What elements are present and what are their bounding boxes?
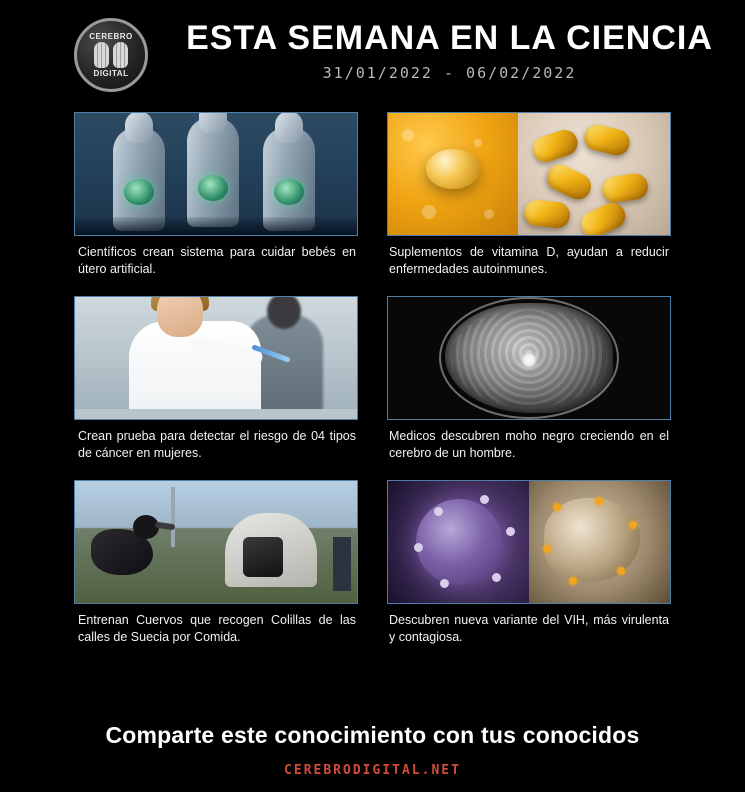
- page-title: ESTA SEMANA EN LA CIENCIA: [186, 19, 713, 57]
- news-item: [74, 112, 358, 296]
- hiv-virus-micrograph-image: [387, 480, 671, 604]
- header-text-block: [170, 18, 729, 82]
- news-caption: Descubren nueva variante del VIH, más virulenta y contagiosa.: [389, 613, 669, 644]
- news-item: [74, 296, 358, 480]
- vitamin-d-capsules-image: [387, 112, 671, 236]
- news-caption: Científicos crean sistema para cuidar bebés en útero artificial.: [78, 245, 356, 276]
- crows-collecting-cigarette-butts-image: [74, 480, 358, 604]
- brain-mri-scan-image: [387, 296, 671, 420]
- share-call-to-action: Comparte este conocimiento con tus conocidos: [105, 722, 640, 748]
- brain-icon: [94, 42, 128, 68]
- news-caption: Medicos descubren moho negro creciendo en el cerebro de un hombre.: [389, 429, 669, 460]
- logo-top-text: CEREBRO: [89, 32, 133, 41]
- news-item: [387, 296, 671, 480]
- news-item: [387, 112, 671, 296]
- news-caption: Entrenan Cuervos que recogen Colillas de las calles de Suecia por Comida.: [78, 613, 356, 644]
- robots-artificial-womb-image: [74, 112, 358, 236]
- date-range: 31/01/2022 - 06/02/2022: [322, 64, 577, 82]
- lab-technician-test-image: [74, 296, 358, 420]
- poster-footer: [0, 722, 745, 792]
- site-url[interactable]: CEREBRODIGITAL.NET: [284, 763, 461, 778]
- news-item: [74, 480, 358, 664]
- news-item: [387, 480, 671, 664]
- logo-bottom-text: DIGITAL: [93, 69, 129, 78]
- cerebro-digital-logo: [74, 18, 148, 92]
- news-caption: Crean prueba para detectar el riesgo de 04 tipos de cáncer en mujeres.: [78, 429, 356, 460]
- poster-header: [0, 0, 745, 104]
- news-caption: Suplementos de vitamina D, ayudan a reducir enfermedades autoinmunes.: [389, 245, 669, 276]
- news-grid: [0, 104, 745, 664]
